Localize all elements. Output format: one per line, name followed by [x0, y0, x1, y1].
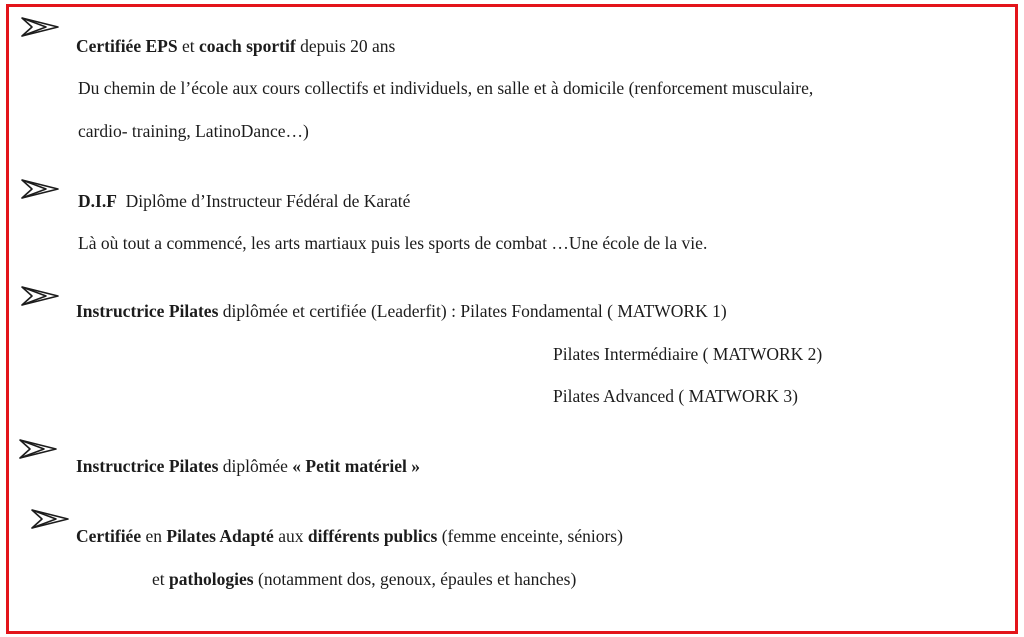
text: Là où tout a commencé, les arts martiaux puis les sports de combat …Une école de la vie. [78, 233, 708, 253]
text-bold: D.I.F [78, 191, 117, 211]
text: Pilates Advanced ( MATWORK 3) [553, 386, 798, 406]
text: Du chemin de l’école aux cours collectifs et individuels, en salle et à domicile (renforcement musculaire, [78, 78, 814, 98]
section-1-line-1 [76, 35, 395, 57]
text-bold: Instructrice Pilates [76, 301, 219, 321]
text: diplômée et certifiée (Leaderfit) : Pilates Fondamental ( MATWORK 1) [218, 301, 727, 321]
section-3-line-3 [553, 385, 798, 407]
double-arrow-right-icon [20, 14, 60, 40]
text: (notamment dos, genoux, épaules et hanches) [253, 569, 577, 589]
text-bold: pathologies [169, 569, 254, 589]
text-bold: différents publics [307, 526, 438, 546]
text-bold: Pilates Adapté [166, 526, 274, 546]
text: Diplôme d’Instructeur Fédéral de Karaté [116, 191, 411, 211]
text: (femme enceinte, séniors) [437, 526, 623, 546]
text: Pilates Intermédiaire ( MATWORK 2) [553, 344, 823, 364]
text-bold: coach sportif [198, 36, 296, 56]
section-5-line-2 [152, 568, 576, 590]
section-5-line-1 [76, 525, 623, 547]
text: en [141, 526, 167, 546]
text-bold: Certifiée [76, 526, 142, 546]
section-4-line-1 [76, 455, 420, 477]
text: depuis 20 ans [295, 36, 396, 56]
double-arrow-right-icon [30, 506, 70, 532]
text: aux [273, 526, 308, 546]
section-2-line-1 [78, 190, 410, 212]
text: et [177, 36, 199, 56]
text: et [152, 569, 170, 589]
text-bold: « Petit matériel » [292, 456, 421, 476]
text-bold: Certifiée EPS [76, 36, 178, 56]
double-arrow-right-icon [18, 436, 58, 462]
section-1-line-3 [78, 120, 309, 142]
section-3-line-2 [553, 343, 822, 365]
text: diplômée [218, 456, 293, 476]
section-3-line-1 [76, 300, 727, 322]
section-1-line-2 [78, 77, 813, 99]
section-2-line-2 [78, 232, 707, 254]
double-arrow-right-icon [20, 283, 60, 309]
double-arrow-right-icon [20, 176, 60, 202]
text-bold: Instructrice Pilates [76, 456, 219, 476]
text: cardio- training, LatinoDance…) [78, 121, 309, 141]
